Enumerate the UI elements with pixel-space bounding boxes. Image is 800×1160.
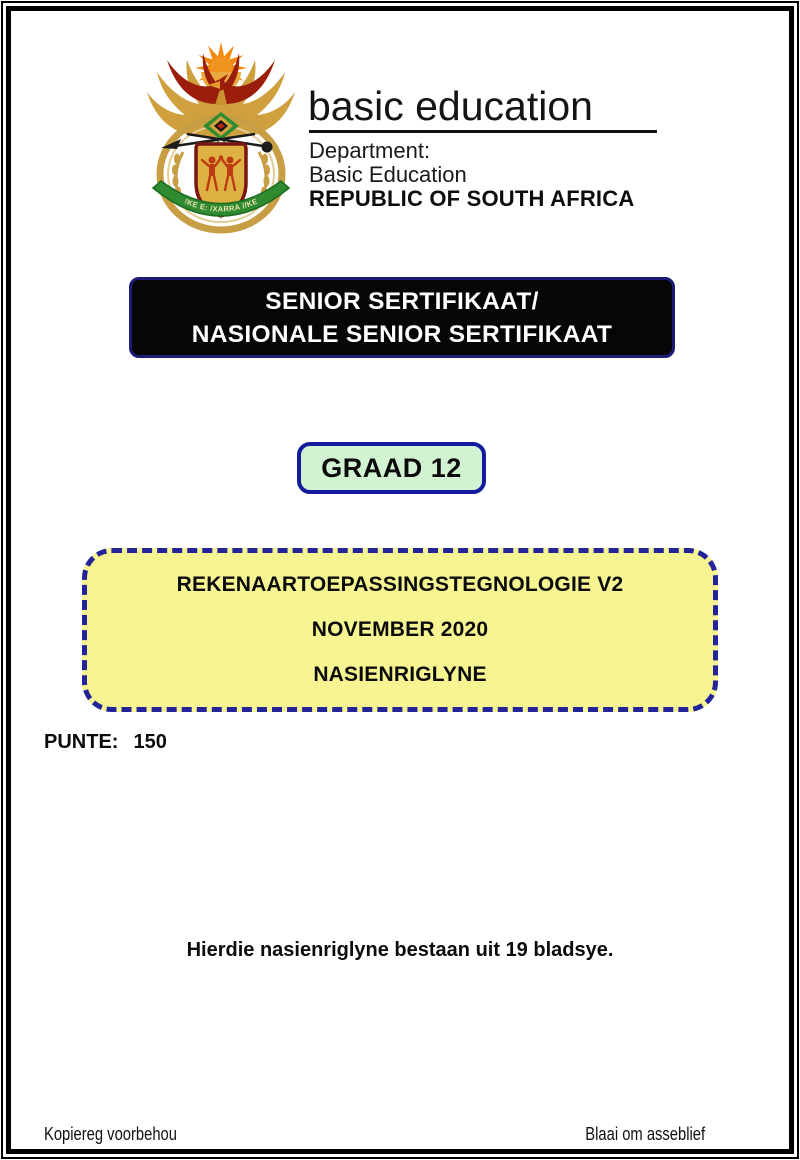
sa-coat-of-arms-logo — [141, 42, 301, 234]
pages-note: Hierdie nasienriglyne bestaan uit 19 bladsye. — [186, 939, 614, 961]
brand-wordmark: basic education — [308, 83, 593, 129]
grade-label: GRAAD 12 — [321, 452, 462, 483]
marks-line — [44, 731, 167, 754]
exam-session: NOVEMBER 2020 — [311, 618, 489, 641]
subject-box — [82, 548, 718, 712]
subject-title: REKENAARTOEPASSINGSTEGNOLOGIE V2 — [176, 573, 624, 596]
certificate-banner — [129, 277, 675, 358]
document-type: NASIENRIGLYNE — [313, 663, 487, 686]
department-line2: Basic Education — [309, 162, 467, 187]
banner-line1: SENIOR SERTIFIKAAT/ — [265, 287, 539, 315]
department-block — [309, 139, 634, 211]
logo-motto-text: !KE E: /XARRA //KE — [183, 196, 259, 214]
brand-underline — [309, 130, 657, 133]
department-line1: Department: — [309, 138, 431, 163]
department-line3: REPUBLIC OF SOUTH AFRICA — [309, 186, 635, 211]
marks-value: 150 — [133, 731, 167, 753]
footer-turn-over: Blaai om asseblief — [585, 1124, 705, 1144]
banner-line2: NASIONALE SENIOR SERTIFIKAAT — [191, 320, 613, 348]
marks-label: PUNTE: — [44, 731, 119, 753]
footer-copyright: Kopiereg voorbehou — [44, 1124, 177, 1144]
grade-box — [297, 442, 486, 494]
